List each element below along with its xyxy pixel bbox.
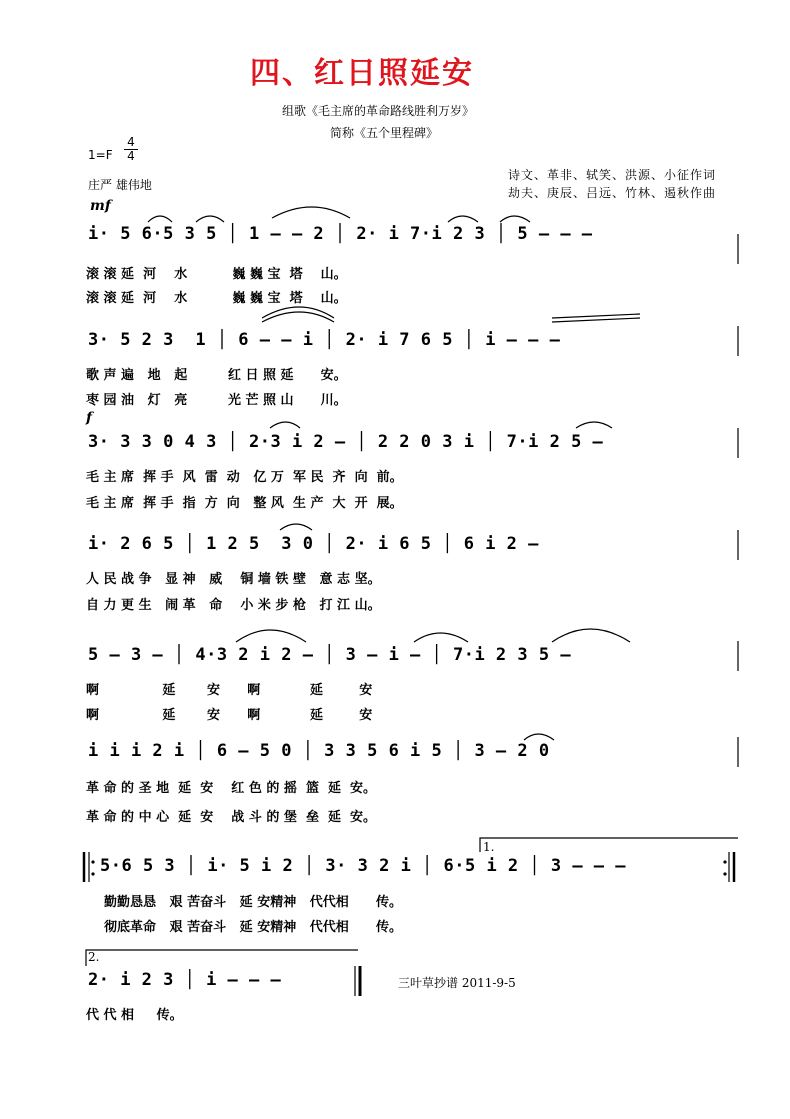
notation-row-8: 2· i 2 3 │ i — — —: [88, 970, 282, 990]
slur-5a: [236, 630, 306, 642]
repeat-dot-1: [91, 860, 94, 863]
volta-2-label: 2.: [88, 950, 100, 964]
lyric-row-7-verse-1: 勤勤恳恳 艰 苦奋斗 延 安精神 代代相 传。: [104, 895, 402, 910]
notation-row-2: 3· 5 2 3 1 │ 6 — — i │ 2· i 7 6 5 │ i — — —: [88, 330, 561, 350]
volta-2-bracket: [86, 950, 358, 966]
lyric-row-6-verse-2: 革 命 的 中 心 延 安 战 斗 的 堡 垒 延 安。: [86, 810, 377, 825]
lyric-row-3-verse-1: 毛 主 席 挥 手 风 雷 动 亿 万 军 民 齐 向 前。: [86, 470, 403, 485]
lyric-row-4-verse-2: 自 力 更 生 闹 革 命 小 米 步 枪 打 江 山。: [86, 598, 381, 613]
notation-row-1: i· 5 6·5 3 5 │ 1 — — 2 │ 2· i 7·i 2 3 │ 5 — — —: [88, 224, 593, 244]
lyric-row-6-verse-1: 革 命 的 圣 地 延 安 红 色 的 摇 篮 延 安。: [86, 781, 377, 796]
notation-row-3: 3· 3 3 0 4 3 │ 2·3 i 2 — │ 2 2 0 3 i │ 7·i 2 5 —: [88, 432, 604, 452]
key-signature: 1=F: [88, 148, 113, 162]
slur-1c: [272, 207, 350, 218]
lyric-row-8-verse-1: 代 代 相 传。: [86, 1008, 183, 1023]
slur-1e: [500, 216, 530, 222]
dynamic-f: f: [86, 410, 93, 426]
lyric-row-5-verse-1: 啊 延 安 啊 延 安: [86, 683, 373, 698]
lyricists-credit: 诗文、革非、轼笑、洪源、小征作词: [508, 168, 717, 182]
lyric-row-7-verse-2: 彻底革命 艰 苦奋斗 延 安精神 代代相 传。: [104, 920, 402, 935]
slur-5b: [414, 633, 468, 642]
notation-row-6: i i i 2 i │ 6 — 5 0 │ 3 3 5 6 i 5 │ 3 — 2 0: [88, 741, 550, 761]
tie-2d: [552, 318, 640, 322]
slur-2a: [262, 312, 334, 322]
tempo-marking: 庄严 雄伟地: [88, 178, 152, 192]
notation-row-7: 5·6 5 3 │ i· 5 i 2 │ 3· 3 2 i │ 6·5 i 2 │ 3 — — —: [100, 856, 627, 876]
volta-1-label: 1.: [483, 840, 495, 854]
tie-2c: [552, 314, 640, 318]
dynamic-mf: mf: [90, 198, 111, 214]
notation-row-5: 5 — 3 — │ 4·3 2 i 2 — │ 3 — i — │ 7·i 2 3 5 —: [88, 645, 572, 665]
subtitle-suite: 组歌《毛主席的革命路线胜利万岁》: [282, 104, 475, 118]
slur-3a: [270, 422, 300, 428]
lyric-row-2-verse-2: 枣 园 油 灯 亮 光 芒 照 山 川。: [86, 393, 347, 408]
time-top: 4: [127, 135, 135, 149]
slur-4a: [280, 524, 312, 530]
slur-1a: [148, 216, 172, 222]
slur-1b: [196, 216, 224, 222]
lyric-row-3-verse-2: 毛 主 席 挥 手 指 方 向 整 风 生 产 大 开 展。: [86, 496, 403, 511]
lyric-row-4-verse-1: 人 民 战 争 显 神 威 铜 墙 铁 壁 意 志 坚。: [86, 572, 381, 587]
notation-row-4: i· 2 6 5 │ 1 2 5 3 0 │ 2· i 6 5 │ 6 i 2 —: [88, 534, 539, 554]
composers-credit: 劫夫、庚辰、吕远、竹林、遏秋作曲: [508, 186, 717, 200]
volta-1-bracket: [480, 838, 738, 852]
lyric-row-1-verse-2: 滚 滚 延 河 水 巍 巍 宝 塔 山。: [86, 291, 347, 306]
song-title: 四、红日照延安: [250, 56, 474, 91]
time-bottom: 4: [124, 149, 138, 163]
repeat-dot-2: [91, 872, 94, 875]
lyric-row-2-verse-1: 歌 声 遍 地 起 红 日 照 延 安。: [86, 368, 347, 383]
transcriber-signature: 三叶草抄谱 2011-9-5: [398, 976, 516, 990]
repeat-dot-4: [723, 872, 726, 875]
slur-3b: [576, 422, 612, 428]
slur-1d: [448, 216, 478, 222]
slur-6a: [524, 734, 554, 740]
lyric-row-1-verse-1: 滚 滚 延 河 水 巍 巍 宝 塔 山。: [86, 267, 347, 282]
subtitle-short: 简称《五个里程碑》: [330, 126, 439, 140]
lyric-row-5-verse-2: 啊 延 安 啊 延 安: [86, 708, 373, 723]
repeat-dot-3: [723, 860, 726, 863]
slur-5c: [552, 629, 630, 642]
